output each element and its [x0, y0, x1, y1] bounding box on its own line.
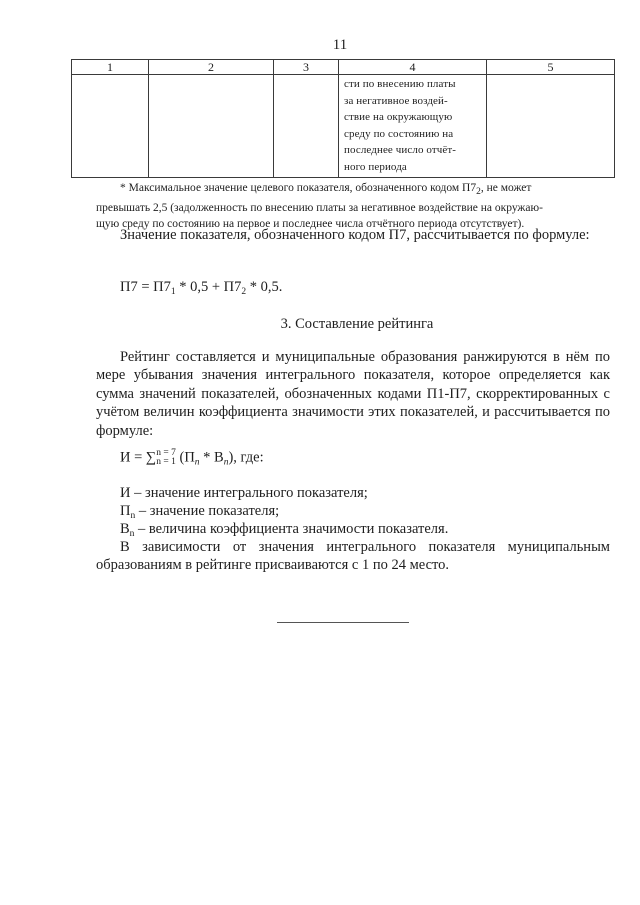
footnote-line-2: превышать 2,5 (задолженность по внесению платы за негативное воздействие на окружаю-	[96, 202, 543, 214]
column-header: 1	[72, 60, 149, 75]
section-heading: 3. Составление рейтинга	[280, 316, 434, 332]
cell-line: ствие на окружающую	[344, 111, 453, 123]
footnote	[96, 180, 610, 232]
cell-line: последнее число отчёт-	[344, 144, 457, 156]
column-header: 4	[339, 60, 487, 75]
table-row	[72, 75, 615, 178]
footnote-line-1: * Максимальное значение целевого показателя, обозначенного кодом $П7_2$, не может	[120, 182, 532, 197]
cell-line: ного периода	[344, 160, 407, 173]
definition-v: $В_n$ – величина коэффициента значимости показателя.	[120, 521, 449, 539]
table-cell	[149, 75, 274, 178]
table-cell	[487, 75, 615, 178]
definition-i: И – значение интегрального показателя;	[120, 485, 368, 501]
cell-line: среду по состоянию на	[344, 127, 454, 140]
cell-4-text	[339, 75, 486, 175]
paragraph-places: В зависимости от значения интегрального показателя муниципальным образованиям в рейтинге присваиваются с 1 по 24 место.	[96, 539, 610, 574]
column-header: 2	[149, 60, 274, 75]
paragraph-rating: Рейтинг составляется и муниципальные образования ранжируются в нём по мере убывания значения интегрального показателя, которое определяется как сумма значений показателей, обозначенных кодами П1-П7, скорректированных с учётом величин коэффициента значимости этих показателей, и рассчитывается по формуле:	[96, 349, 610, 439]
paragraph-formula-intro: Значение показателя, обозначенного кодом П7, рассчитывается по формуле:	[120, 227, 590, 243]
table-header-row	[72, 60, 615, 75]
sum-limits: n = 7 n = 1	[156, 448, 176, 467]
table-cell	[339, 75, 487, 178]
continued-table	[71, 59, 615, 178]
cell-line: за негативное воздей-	[344, 94, 448, 107]
column-header: 3	[274, 60, 339, 75]
cell-line: сти по внесению платы	[344, 78, 456, 90]
footnote-line-3: щую среду по состоянию на первое и последнее числа отчётного периода отсутствует).	[96, 218, 525, 230]
closing-line	[277, 622, 409, 623]
definition-p: $П_n$ – значение показателя;	[120, 503, 280, 521]
page-number: 11	[332, 37, 348, 53]
formula-p7: $П7 = П7_1 * 0,5 + П7_2 * 0,5$.	[120, 279, 283, 297]
column-header: 5	[487, 60, 615, 75]
table-cell	[274, 75, 339, 178]
formula-integral: И = ∑n = 7 n = 1 $(П_n * В_n)$, где:	[120, 448, 264, 468]
table-cell	[72, 75, 149, 178]
